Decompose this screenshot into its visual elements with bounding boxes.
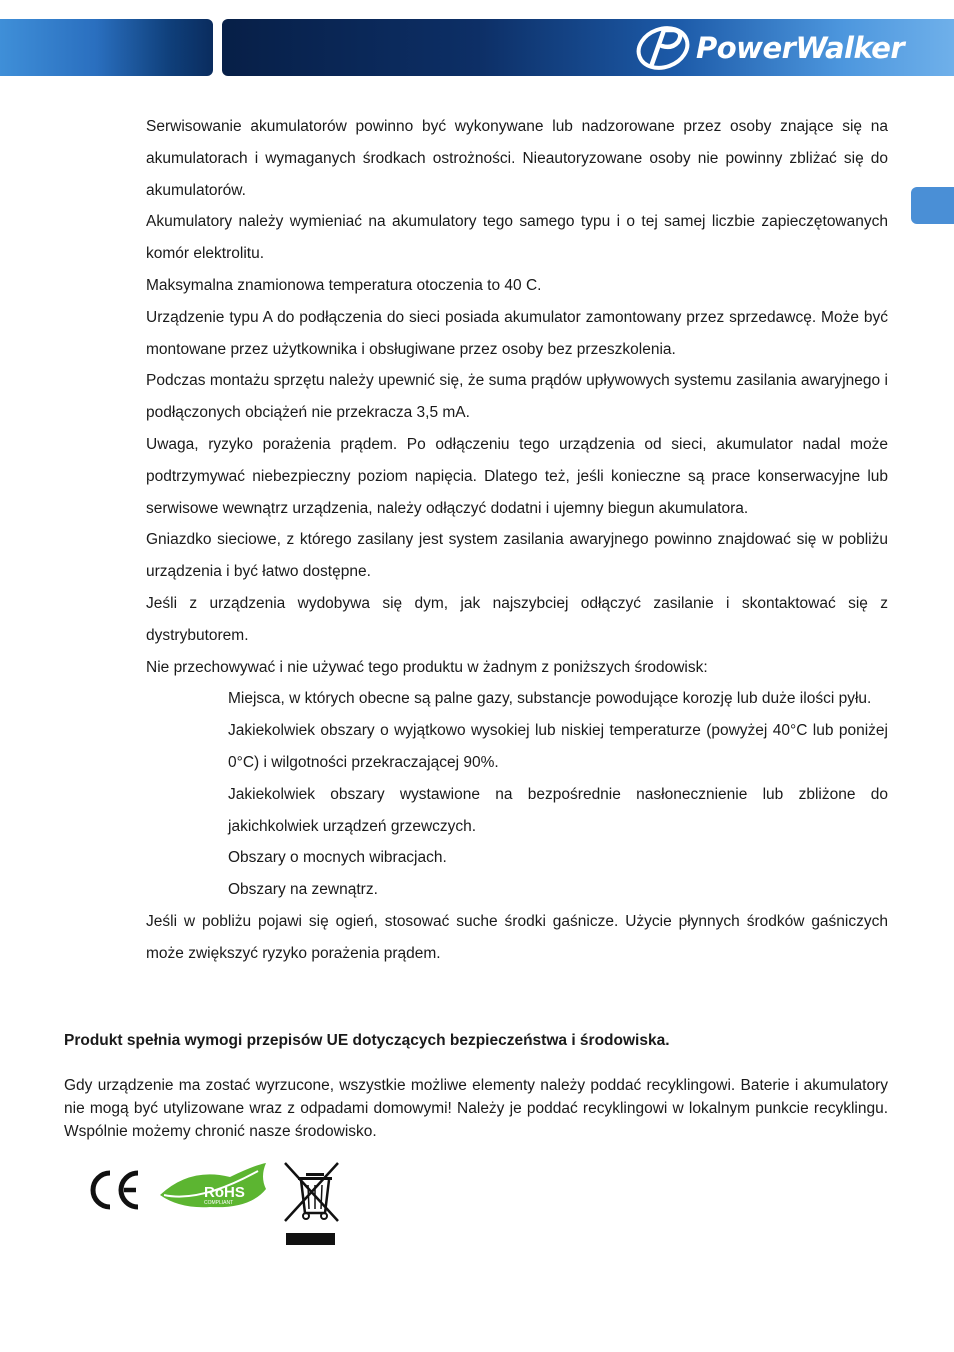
- paragraph: Maksymalna znamionowa temperatura otoczenia to 40 C.: [146, 276, 542, 294]
- paragraph: Gniazdko sieciowe, z którego zasilany jest system zasilania awaryjnego powinno znajdować się w pobliżu urządzenia i być łatwo dostępne.: [146, 531, 888, 581]
- rohs-label: RoHS: [204, 1184, 245, 1201]
- paragraph: Jeśli z urządzenia wydobywa się dym, jak najszybciej odłączyć zasilanie i skontaktować się z dystrybutorem.: [146, 594, 888, 644]
- paragraph: Akumulatory należy wymieniać na akumulatory tego samego typu i o tej samej liczbie zapieczętowanych komór elektrolitu.: [146, 213, 888, 263]
- rohs-sub-label: COMPLIANT: [204, 1200, 234, 1206]
- compliance-heading: Produkt spełnia wymogi przepisów UE dotyczących bezpieczeństwa i środowiska.: [64, 1032, 670, 1049]
- brand-name: PowerWalker: [696, 31, 905, 65]
- list-item: Jakiekolwiek obszary o wyjątkowo wysokiej lub niskiej temperaturze (powyżej 40°C lub poniżej 0°C) i wilgotności przekraczającej 90%.: [228, 722, 888, 771]
- paragraph: Serwisowanie akumulatorów powinno być wykonywane lub nadzorowane przez osoby znające się na akumulatorach i wymaganych środkach ostrożności. Nieautoryzowane osoby nie powinny zbliżać się do akumulatorów.: [146, 118, 888, 199]
- fire-paragraph: Jeśli w pobliżu pojawi się ogień, stosować suche środki gaśnicze. Użycie płynnych środków gaśniczych może zwiększyć ryzyko porażenia prądem.: [146, 912, 888, 962]
- ce-mark-icon: [93, 1173, 138, 1207]
- header-left-bar: [0, 19, 213, 76]
- list-item: Jakiekolwiek obszary wystawione na bezpośrednie nasłonecznienie lub zbliżone do jakichkolwiek urządzeń grzewczych.: [228, 785, 888, 835]
- paragraph: Nie przechowywać i nie używać tego produktu w żadnym z poniższych środowisk:: [146, 658, 708, 676]
- side-tab: [911, 187, 954, 224]
- list-item: Obszary o mocnych wibracjach.: [228, 849, 447, 867]
- crossed-bin-icon: [285, 1163, 338, 1245]
- list-item: Miejsca, w których obecne są palne gazy, substancje powodujące korozję lub duże ilości pyłu.: [228, 690, 872, 708]
- safety-text: [146, 111, 888, 970]
- page-header: [0, 0, 954, 80]
- list-item: Obszary na zewnątrz.: [228, 881, 378, 899]
- powerwalker-swirl-icon: [634, 24, 692, 72]
- paragraph: Podczas montażu sprzętu należy upewnić się, że suma prądów upływowych systemu zasilania awaryjnego i podłączonych obciążeń nie przekracza 3,5 mA.: [146, 372, 888, 422]
- compliance-marks: [80, 1155, 380, 1255]
- paragraph: Urządzenie typu A do podłączenia do sieci posiada akumulator zamontowany przez sprzedawcę. Może być montowane przez użytkownika i obsługiwane przez osoby bez przeszkolenia.: [146, 308, 888, 358]
- recycling-paragraph: Gdy urządzenie ma zostać wyrzucone, wszystkie możliwe elementy należy poddać recyklingowi. Baterie i akumulatory nie mogą być utylizowane wraz z odpadami domowymi! Należy je poddać recyklingowi w lokalnym punkcie recyklingu. Wspólnie możemy chronić nasze środowisko.: [64, 1077, 888, 1140]
- brand-logo: [634, 24, 904, 72]
- paragraph: Uwaga, ryzyko porażenia prądem. Po odłączeniu tego urządzenia od sieci, akumulator nadal może podtrzymywać niebezpieczny poziom napięcia. Dlatego też, jeśli konieczne są prace konserwacyjne lub serwisowe wewnątrz urządzenia, należy odłączyć dodatni i ujemny biegun akumulatora.: [146, 435, 888, 517]
- rohs-leaf-icon: [160, 1163, 266, 1207]
